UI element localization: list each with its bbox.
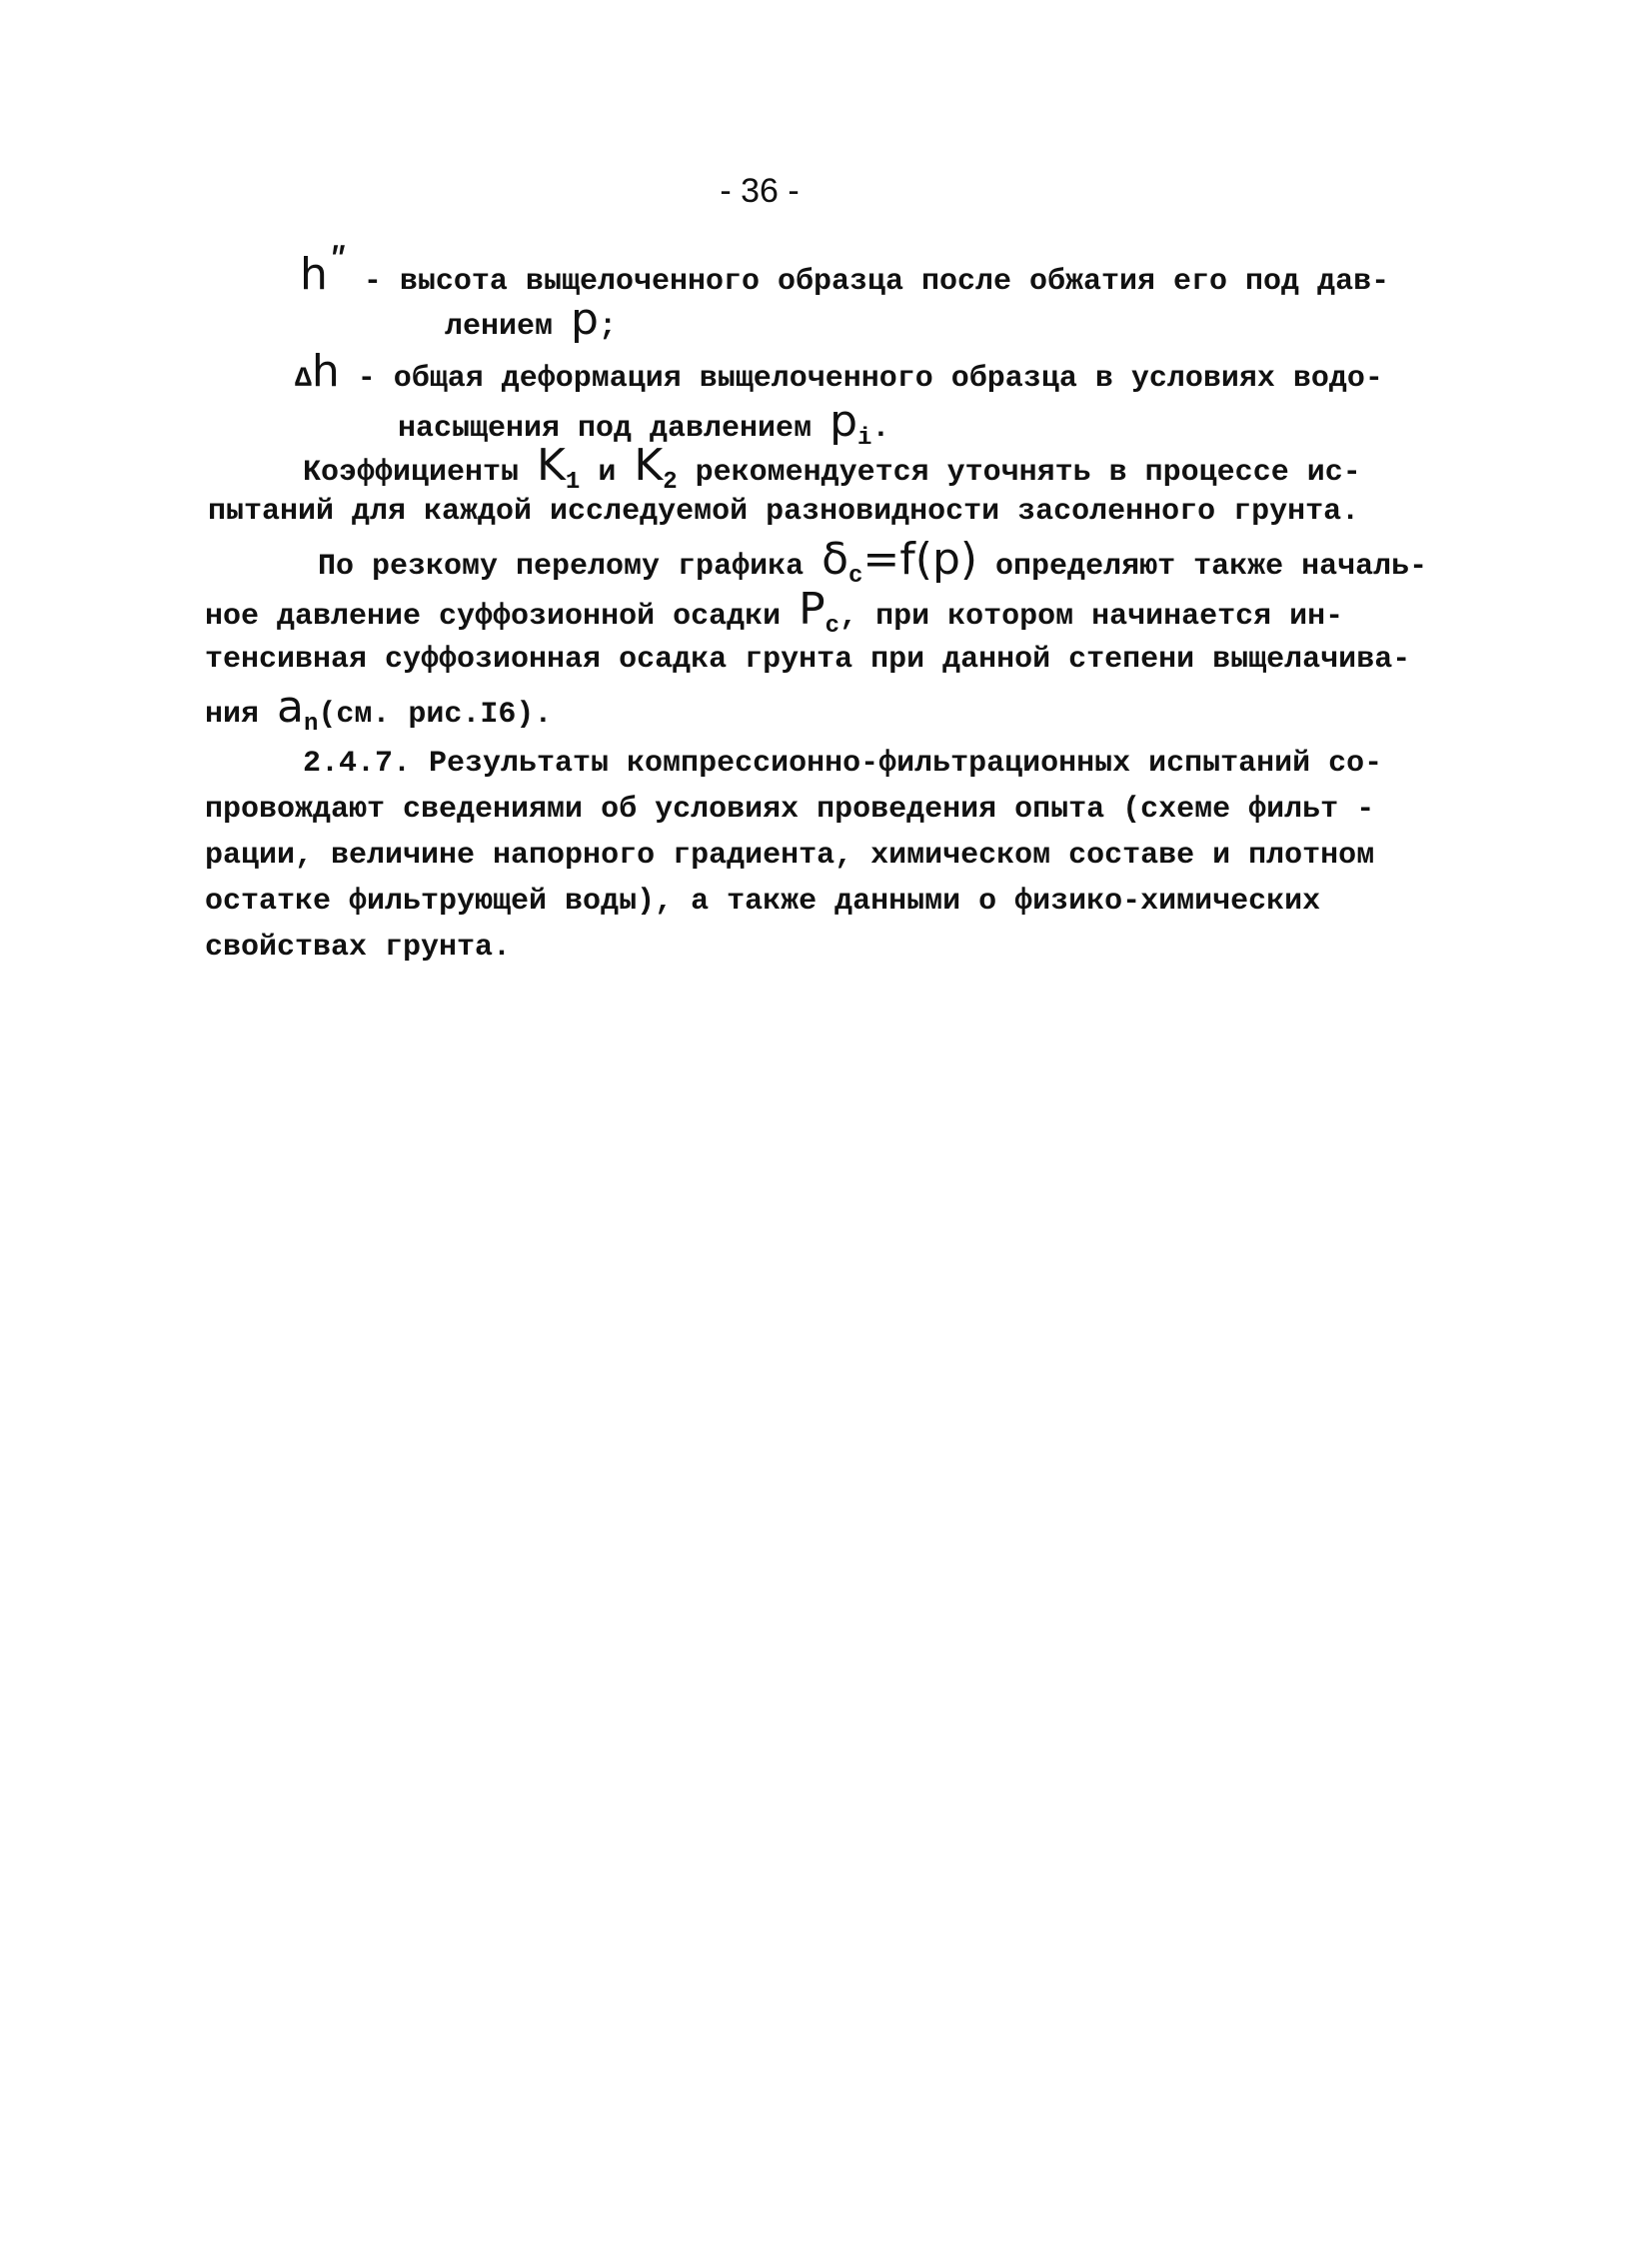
symbol-double-prime: ": [327, 243, 346, 277]
text: ное давление суффозионной осадки: [205, 600, 800, 634]
results-paragraph-line-3: рации, величине напорного градиента, химическом составе и плотном: [205, 839, 1375, 873]
text: Коэффициенты: [303, 456, 538, 490]
symbol-p: p: [829, 396, 858, 447]
symbol-delta-c: δ: [822, 534, 849, 585]
punctuation: .: [871, 412, 890, 446]
symbol-p: p: [571, 294, 599, 345]
definition-h-continuation: [445, 294, 617, 347]
punctuation: ;: [598, 310, 617, 344]
symbol-pc: P: [799, 584, 826, 635]
text: определяют также началь-: [977, 550, 1428, 584]
results-paragraph-line-1: 2.4.7. Результаты компрессионно-фильтрационных испытаний со-: [303, 747, 1383, 781]
subscript: 1: [565, 469, 581, 496]
symbol-h: h: [300, 249, 328, 300]
symbol-k2: K: [634, 440, 664, 491]
results-paragraph-line-4: остатке фильтрующей воды), а также данными о физико-химических: [205, 885, 1321, 919]
formula-f-of-p: =f(p): [862, 534, 978, 585]
text: ния: [205, 698, 278, 732]
definition-text: - высота выщелоченного образца после обжатия его под дав-: [345, 265, 1390, 299]
subscript: c: [848, 563, 863, 590]
subscript: n: [303, 711, 319, 738]
symbol-delta: Δ: [295, 364, 312, 395]
definition-text: лением: [445, 310, 572, 344]
symbol-h: h: [311, 346, 340, 397]
definition-delta-h: [295, 346, 1383, 400]
definition-h-double-prime: [300, 240, 1389, 302]
graph-paragraph-line-3: тенсивная суффозионная осадка грунта при данной степени выщелачива-: [205, 643, 1411, 677]
subscript: 2: [663, 469, 678, 496]
results-paragraph-line-5: свойствах грунта.: [205, 931, 512, 965]
results-paragraph-line-2: провождают сведениями об условиях проведения опыта (схеме фильт -: [205, 793, 1375, 827]
subscript: c: [825, 613, 840, 640]
definition-text: - общая деформация выщелоченного образца в условиях водо-: [339, 362, 1383, 396]
subscript-i: i: [857, 425, 872, 452]
graph-paragraph-line-2: [205, 584, 1344, 647]
page-number: - 36 -: [720, 172, 800, 210]
symbol-a: a: [277, 682, 304, 733]
coef-paragraph-line-2: пытаний для каждой исследуемой разновидности засоленного грунта.: [208, 495, 1360, 529]
graph-paragraph-line-4: [205, 682, 553, 745]
text: , при котором начинается ин-: [839, 600, 1344, 634]
text: По резкому перелому графика: [318, 550, 823, 584]
text: и: [580, 456, 635, 490]
text: рекомендуется уточнять в процессе ис-: [677, 456, 1361, 490]
text: (см. рис.I6).: [318, 698, 553, 732]
definition-text: насыщения под давлением: [398, 412, 830, 446]
graph-paragraph-line-1: [318, 534, 1428, 597]
symbol-k1: K: [537, 440, 566, 491]
